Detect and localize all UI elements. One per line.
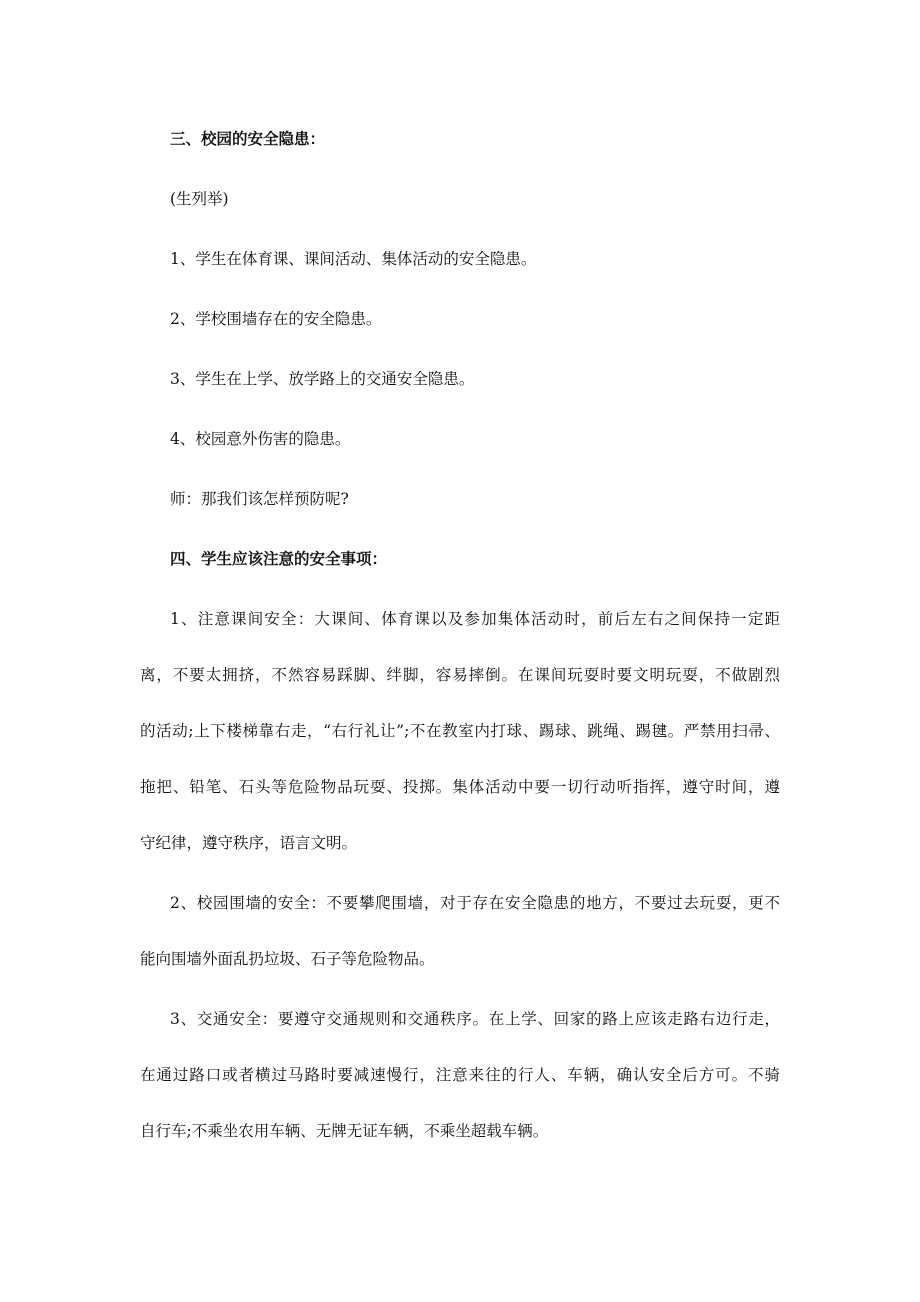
list-item: 4、校园意外伤害的隐患。 (170, 430, 351, 448)
paragraph-line: 2、校园围墙的安全：不要攀爬围墙，对于存在安全隐患的地方，不要过去玩耍，更不 (170, 894, 780, 912)
paragraph-traffic-safety (140, 1005, 780, 1145)
paragraph-line: 能向围墙外面乱扔垃圾、石子等危险物品。 (140, 950, 435, 968)
section-3-heading: 三、校园的安全隐患： (170, 129, 326, 148)
section-4-heading: 四、学生应该注意的安全事项： (170, 549, 388, 568)
list-item: 2、学校围墙存在的安全隐患。 (170, 310, 382, 328)
paragraph-line: 的活动;上下楼梯靠右走，“右行礼让”;不在教室内打球、踢球、跳绳、踢毽。严禁用扫帚、 (140, 722, 780, 740)
paragraph-classroom-safety (140, 605, 780, 857)
document-body (140, 125, 780, 1177)
list-item: 1、学生在体育课、课间活动、集体活动的安全隐患。 (170, 250, 537, 268)
paragraph-line: 1、注意课间安全：大课间、体育课以及参加集体活动时，前后左右之间保持一定距 (170, 610, 780, 628)
paragraph-line: 拖把、铅笔、石头等危险物品玩耍、投掷。集体活动中要一切行动听指挥，遵守时间，遵 (140, 778, 780, 796)
paragraph-line: 3、交通安全：要遵守交通规则和交通秩序。在上学、回家的路上应该走路右边行走， (170, 1010, 780, 1028)
section-3-note: (生列举) (170, 190, 229, 208)
paragraph-wall-safety (140, 889, 780, 973)
paragraph-line: 自行车;不乘坐农用车辆、无牌无证车辆，不乘坐超载车辆。 (140, 1122, 549, 1140)
teacher-question: 师：那我们该怎样预防呢? (170, 490, 349, 508)
paragraph-line: 在通过路口或者横过马路时要减速慢行，注意来往的行人、车辆，确认安全后方可。不骑 (140, 1066, 780, 1084)
paragraph-line: 守纪律，遵守秩序，语言文明。 (140, 834, 358, 852)
paragraph-line: 离，不要太拥挤，不然容易踩脚、绊脚，容易摔倒。在课间玩耍时要文明玩耍，不做剧烈 (140, 666, 780, 684)
list-item: 3、学生在上学、放学路上的交通安全隐患。 (170, 370, 475, 388)
